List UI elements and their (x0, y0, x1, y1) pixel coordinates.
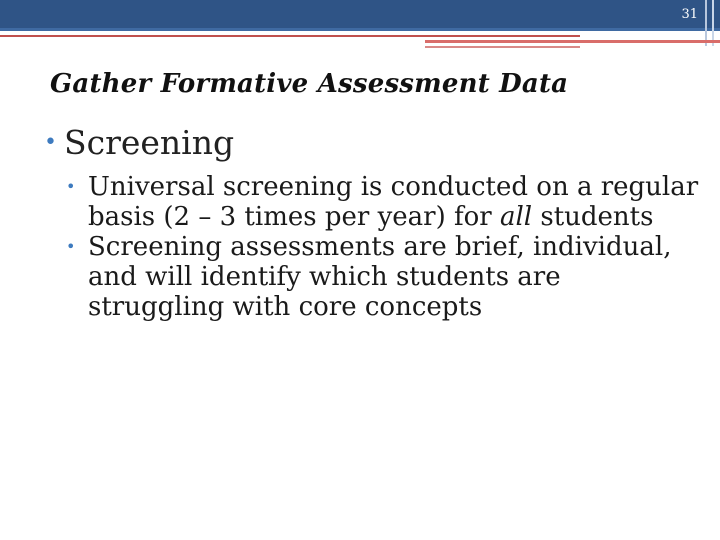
accent-line (425, 40, 720, 43)
bullet-dot-icon: • (66, 177, 76, 196)
sub-bullet-universal-screening (44, 172, 704, 232)
bullet-dot-icon: • (66, 237, 76, 256)
sub-bullet-list (44, 172, 704, 322)
header-band-highlight (0, 28, 720, 31)
sub-bullet-emphasis: all (499, 202, 533, 232)
bullet-screening (44, 122, 704, 164)
sub-bullet-screening-assessments (44, 232, 704, 322)
slide-content (44, 122, 704, 322)
sub-bullet-text-end: students (532, 202, 654, 232)
bullet-dot-icon: • (44, 130, 57, 155)
bullet-label: Screening (64, 123, 235, 162)
header-band (0, 0, 720, 31)
sub-bullet-text: Universal screening is conducted on a regular basis (2 – 3 times per year) for (88, 172, 699, 232)
sub-bullet-text: Screening assessments are brief, individual, and will identify which students are struggling with core concepts (88, 232, 672, 322)
accent-line (0, 35, 580, 37)
page-number: 31 (681, 7, 698, 22)
accent-line (425, 46, 580, 48)
slide-title: Gather Formative Assessment Data (50, 69, 569, 99)
